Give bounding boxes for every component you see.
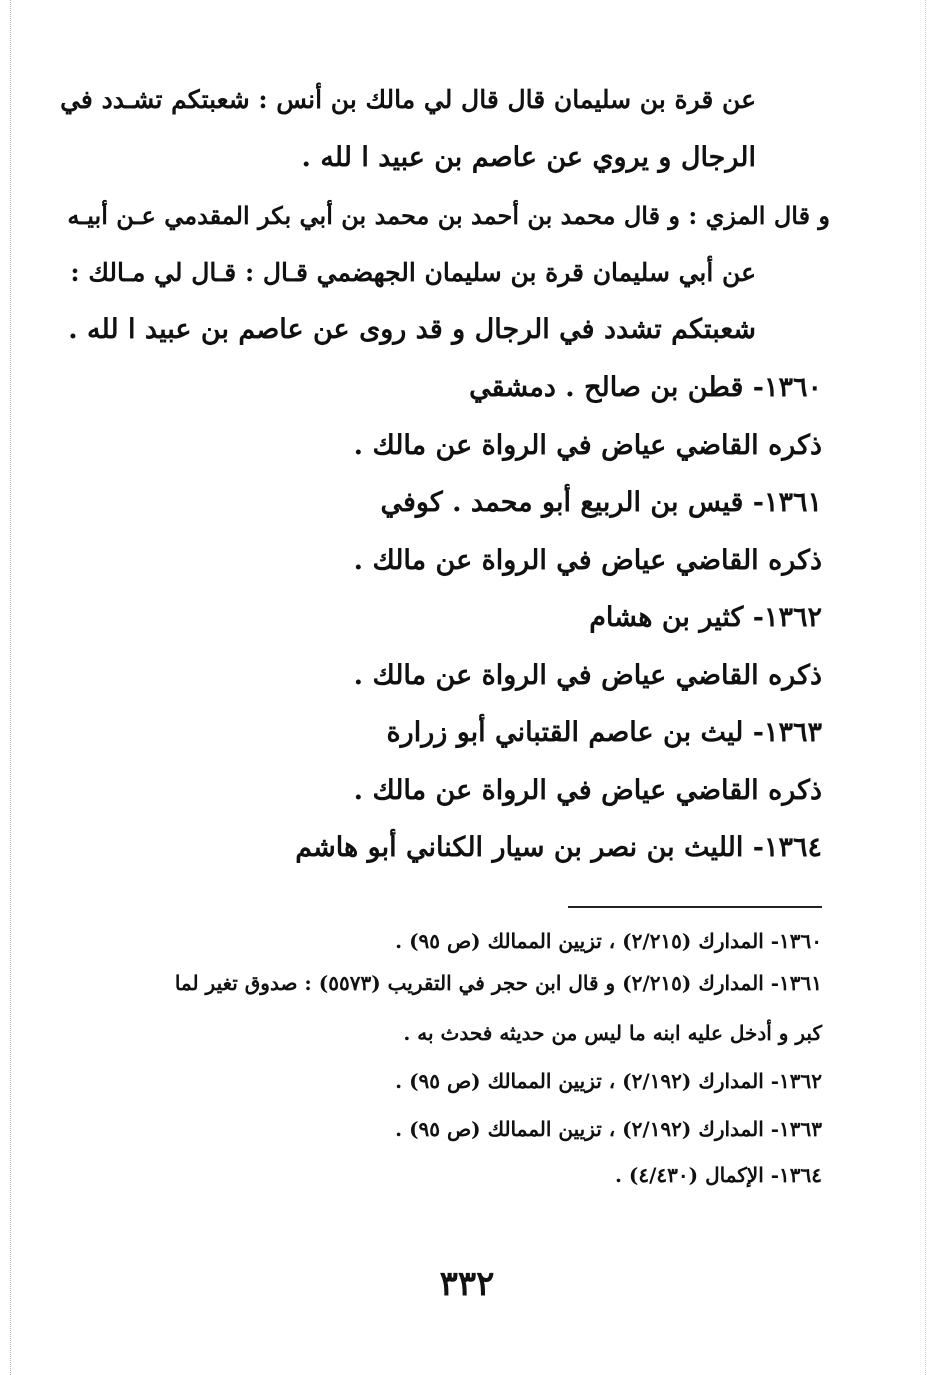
entry-heading: ١٣٦٠- قطن بن صالح . دمشقي	[469, 372, 822, 403]
entry-heading: ١٣٦٣- ليث بن عاصم القتباني أبو زرارة	[386, 717, 822, 748]
footnote-line: ١٣٦٣- المدارك (٢/١٩٢) ، تزيين الممالك (ص ٩٥) .	[395, 1117, 822, 1141]
footnote-line: ١٣٦٢- المدارك (٢/١٩٢) ، تزيين الممالك (ص ٩٥) .	[395, 1069, 822, 1093]
body-line: ذكره القاضي عياض في الرواة عن مالك .	[353, 775, 822, 806]
entry-heading: ١٣٦٤- الليث بن نصر بن سيار الكناني أبو هاشم	[295, 832, 822, 863]
footnote-line: ١٣٦٠- المدارك (٢/٢١٥) ، تزيين الممالك (ص ٩٥) .	[395, 929, 822, 953]
footnote-line: ١٣٦١- المدارك (٢/٢١٥) و قال ابن حجر في التقريب (٥٥٧٣) : صدوق تغير لما	[174, 971, 822, 995]
scan-edge-left	[10, 0, 11, 1375]
entry-heading: ١٣٦٢- كثير بن هشام	[589, 602, 822, 633]
footnote-separator	[568, 906, 822, 908]
body-line: الرجال و يروي عن عاصم بن عبيد ا لله .	[301, 142, 756, 173]
page-number: ٣٣٢	[439, 1264, 495, 1304]
body-line: عن قرة بن سليمان قال قال لي مالك بن أنس : شعبتكم تشـدد في	[60, 85, 756, 114]
body-line: ذكره القاضي عياض في الرواة عن مالك .	[353, 430, 822, 461]
entry-heading: ١٣٦١- قيس بن الربيع أبو محمد . كوفي	[380, 487, 822, 518]
body-line: و قال المزي : و قال محمد بن أحمد بن محمد بن أبي بكر المقدمي عـن أبيـه	[67, 201, 830, 230]
body-line: ذكره القاضي عياض في الرواة عن مالك .	[353, 545, 822, 576]
scan-edge-right	[925, 0, 926, 1375]
body-line: عن أبي سليمان قرة بن سليمان الجهضمي قـال : قـال لي مـالك :	[70, 258, 756, 287]
footnote-line: ١٣٦٤- الإكمال (٤/٤٣٠) .	[614, 1163, 822, 1187]
body-line: شعبتكم تشدد في الرجال و قد روى عن عاصم بن عبيد ا لله .	[68, 314, 756, 345]
footnote-line: كبر و أدخل عليه ابنه ما ليس من حديثه فحدث به .	[403, 1021, 822, 1045]
body-line: ذكره القاضي عياض في الرواة عن مالك .	[353, 660, 822, 691]
